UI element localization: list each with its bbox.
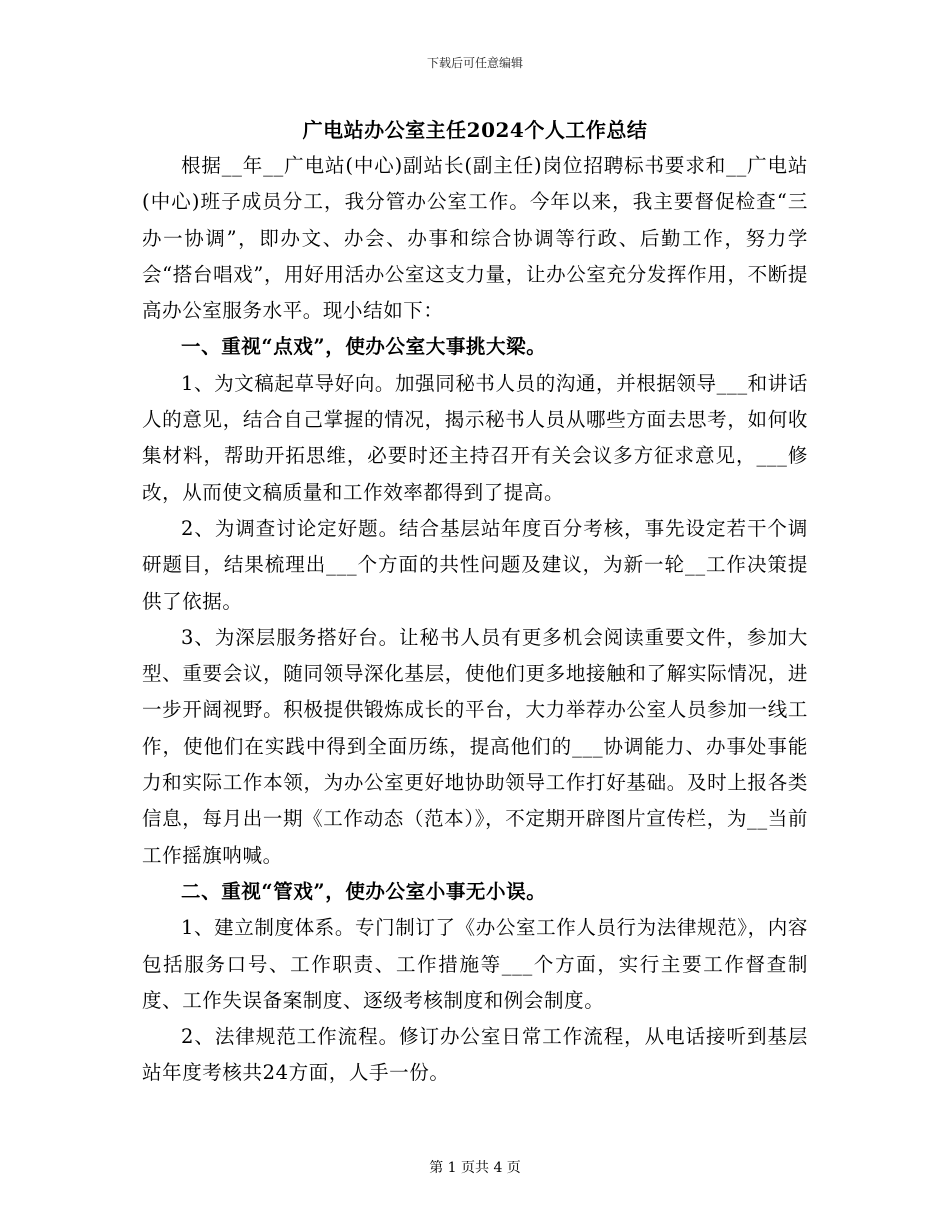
section-heading-2: 二、重视“管戏”，使办公室小事无小误。: [181, 879, 547, 903]
document-body: [142, 148, 808, 1092]
section-2-item-2: 2、法律规范工作流程。修订办公室日常工作流程，从电话接听到基层站年度考核共24方面，人手一份。: [142, 1025, 808, 1085]
section-2-item-1: 1、建立制度体系。专门制订了《办公室工作人员行为法律规范》，内容包括服务口号、工作职责、工作措施等___个方面，实行主要工作督查制度、工作失误备案制度、逐级考核制度和例会制度。: [142, 916, 808, 1012]
page-footer: 第 1 页共 4 页: [429, 1160, 521, 1176]
section-heading-1: 一、重视“点戏”，使办公室大事挑大梁。: [181, 335, 547, 359]
page-header-note: 下载后可任意编辑: [426, 56, 523, 70]
section-1-item-3: 3、为深层服务搭好台。让秘书人员有更多机会阅读重要文件，参加大型、重要会议，随同领导深化基层，使他们更多地接触和了解实际情况，进一步开阔视野。积极提供锻炼成长的平台，大力举荐办公室人员参加一线工作，使他们在实践中得到全面历练，提高他们的___协调能力、办事处事能力和实际工作本领，为办公室更好地协助领导工作打好基础。及时上报各类信息，每月出一期《工作动态（范本）》，不定期开辟图片宣传栏，为__当前工作摇旗呐喊。: [142, 625, 808, 867]
intro-paragraph: 根据__年__广电站(中心)副站长(副主任)岗位招聘标书要求和__广电站(中心)班子成员分工，我分管办公室工作。今年以来，我主要督促检查“三办一协调”，即办文、办会、办事和综合协调等行政、后勤工作，努力学会“搭台唱戏”，用好用活办公室这支力量，让办公室充分发挥作用，不断提高办公室服务水平。现小结如下：: [142, 154, 808, 323]
section-1-item-1: 1、为文稿起草导好向。加强同秘书人员的沟通，并根据领导___和讲话人的意见，结合自己掌握的情况，揭示秘书人员从哪些方面去思考，如何收集材料，帮助开拓思维，必要时还主持召开有关会议多方征求意见，___修改，从而使文稿质量和工作效率都得到了提高。: [142, 371, 808, 504]
document-title: 广电站办公室主任2024个人工作总结: [302, 118, 648, 142]
section-1-item-2: 2、为调查讨论定好题。结合基层站年度百分考核，事先设定若干个调研题目，结果梳理出___个方面的共性问题及建议，为新一轮__工作决策提供了依据。: [142, 516, 808, 613]
